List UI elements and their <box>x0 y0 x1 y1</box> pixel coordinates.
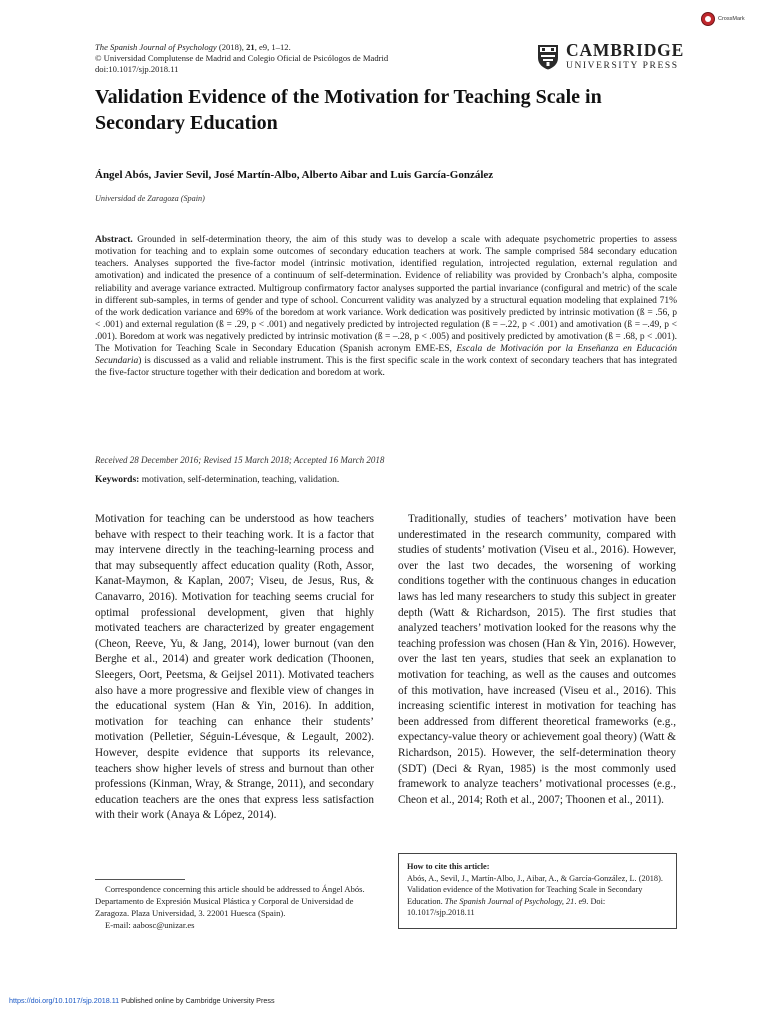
correspondence-note <box>95 883 374 931</box>
journal-name: The Spanish Journal of Psychology <box>95 42 217 52</box>
citation-text-part1: Abós, A., Sevil, J., Martín-Albo, J., Aibar, A., & García-González, L. (2018). Validation evidence of the Motivation for Teaching Scale in Secondary Education. <box>407 873 663 906</box>
cambridge-shield-icon <box>537 44 559 70</box>
publisher-name: CAMBRIDGE <box>566 40 685 60</box>
crossmark-label: CrossMark <box>718 16 745 22</box>
article-dates: Received 28 December 2016; Revised 15 March 2018; Accepted 16 March 2018 <box>95 455 385 465</box>
page-footer <box>9 996 275 1005</box>
journal-year: (2018), <box>216 42 247 52</box>
journal-doi: doi:10.1017/sjp.2018.11 <box>95 64 179 74</box>
abstract <box>95 234 677 380</box>
citation-box <box>398 853 677 929</box>
keywords-label: Keywords: <box>95 475 140 485</box>
doi-link[interactable]: https://doi.org/10.1017/sjp.2018.11 <box>9 996 120 1005</box>
article-title: Validation Evidence of the Motivation for Teaching Scale in Secondary Education <box>95 86 602 134</box>
body-left-column: Motivation for teaching can be understood as how teachers behave with respect to their teaching work. It is a factor that may intervene directly in the teaching-learning process and that may subsequently affect education quality (Roth, Assor, Kanat-Maymon, & Kaplan, 2007; Viseu, de Jesus, Rus, & Canavarro, 2016). Motivation for teaching seems crucial for optimal professional development, given that highly motivated teachers are characterized by greater engagement (Cheon, Reeve, Yu, & Jang, 2014), lower burnout (van den Berghe et al., 2014) and greater work dedication (Thoonen, Sleegers, Oort, Peetsma, & Geijsel 2011). Motivated teachers also have a more progressive and flexible view of changes in the educational system (Han & Yin, 2016). In addition, motivation for teaching can enhance their students’ motivation (Pelletier, Séguin-Lévesque, & Legault, 2002). However, despite evidence that supports its relevance, teachers show higher levels of stress and burnout than other professions (Kinman, Wray, & Strange, 2011), and secondary education teachers are the ones that express less satisfaction with their work (Anaya & López, 2014). <box>95 513 374 822</box>
journal-issue-pages: , e9, 1–12. <box>254 42 291 52</box>
footnote-divider <box>95 879 185 880</box>
correspondence-text: Correspondence concerning this article should be addressed to Ángel Abós. Departamento de Expresión Musical Plástica y Corporal de Universidad de Zaragoza. Plaza Universidad, 3. 22001 Huesca (Spain). <box>95 884 365 918</box>
crossmark-badge[interactable] <box>701 10 761 28</box>
article-authors: Ángel Abós, Javier Sevil, José Martín-Albo, Alberto Aibar and Luis García-González <box>95 169 494 181</box>
abstract-text-part1: Grounded in self-determination theory, the aim of this study was to develop a scale with adequate psychometric properties to assess motivation for teaching and to explain some outcomes of secondary education teachers at work. The sample comprised 584 secondary education teachers. Analyses supported the five-factor model (intrinsic motivation, identified regulation, introjected regulation, external regulation and amotivation) and indicated the presence of a continuum of self-determination. Evidence of reliability was provided by Cronbach’s alpha, composite reliability and average variance extracted. Multigroup confirmatory factor analyses supported the partial invariance (configural and metric) of the scale in different sub-samples, in terms of gender and type of school. Concurrent validity was analyzed by a structural equation modeling that explained 71% of the work dedication variance and 69% of the boredom at work variance. Work dedication was positively predicted by intrinsic motivation (ß = .56, p < .001) and external regulation (ß = .29, p < .001) and negatively predicted by introjected regulation (ß = –.22, p < .001) and amotivation (ß = –.49, p < .001). Boredom at work was negatively predicted by intrinsic motivation (ß = –.28, p < .005) and positively predicted by amotivation (ß = .68, p < .001). The Motivation for Teaching Scale in Secondary Education (Spanish acronym EME-ES, <box>95 235 677 355</box>
keywords-text: motivation, self-determination, teaching, validation. <box>139 475 340 485</box>
citation-heading: How to cite this article: <box>407 862 490 871</box>
journal-volume: 21 <box>246 42 255 52</box>
article-affiliation: Universidad de Zaragoza (Spain) <box>95 194 205 203</box>
publisher-subname: UNIVERSITY PRESS <box>566 60 679 71</box>
citation-text-part2: . e9. Doi: 10.1017/sjp.2018.11 <box>407 896 606 917</box>
abstract-spanish-title: Escala de Motivación por la Enseñanza en Educación Secundaria <box>95 344 677 367</box>
correspondence-email: E-mail: aabosc@unizar.es <box>105 920 195 930</box>
journal-header <box>95 42 388 75</box>
body-right-column: Traditionally, studies of teachers’ motivation have been underestimated in the research community, compared with studies of students’ motivation (Viseu et al., 2016). However, over the last two decades, the worsening of working conditions together with the continuous changes in education laws has led many researchers to study this subject in greater depth (Watt & Richardson, 2015). The first studies that analyzed teachers’ motivation looked for the reasons why the teaching profession was chosen (Han & Yin, 2016). However, over the last ten years, studies that seek an explanation to motivation for teaching, as well as the causes and outcomes of this motivation, have increased (Viseu et al., 2016). This increasing scientific interest in motivation for teaching has been addressed from different theoretical frameworks (e.g., expectancy-value theory or achievement goal theory) (Watt & Richardson, 2015). However, the self-determination theory (SDT) (Deci & Ryan, 1985) is the most commonly used framework to analyze teachers’ motivational processes (e.g., Cheon et al., 2014; Roth et al., 2007; Thoonen et al., 2011). <box>398 513 676 806</box>
publisher-logo <box>537 42 684 71</box>
keywords <box>95 475 339 485</box>
crossmark-icon <box>701 12 715 26</box>
footer-text: Published online by Cambridge University Press <box>119 996 275 1005</box>
citation-journal: The Spanish Journal of Psychology, 21 <box>444 896 575 906</box>
journal-copyright: © Universidad Complutense de Madrid and Colegio Oficial de Psicólogos de Madrid <box>95 53 389 63</box>
abstract-text-part2: ) is discussed as a valid and reliable instrument. This is the first specific scale in the work context of secondary teachers that has integrated the five-factor structure together with their dedication and boredom at work. <box>95 356 677 379</box>
abstract-label: Abstract. <box>95 235 133 245</box>
journal-citation-line <box>95 42 388 53</box>
